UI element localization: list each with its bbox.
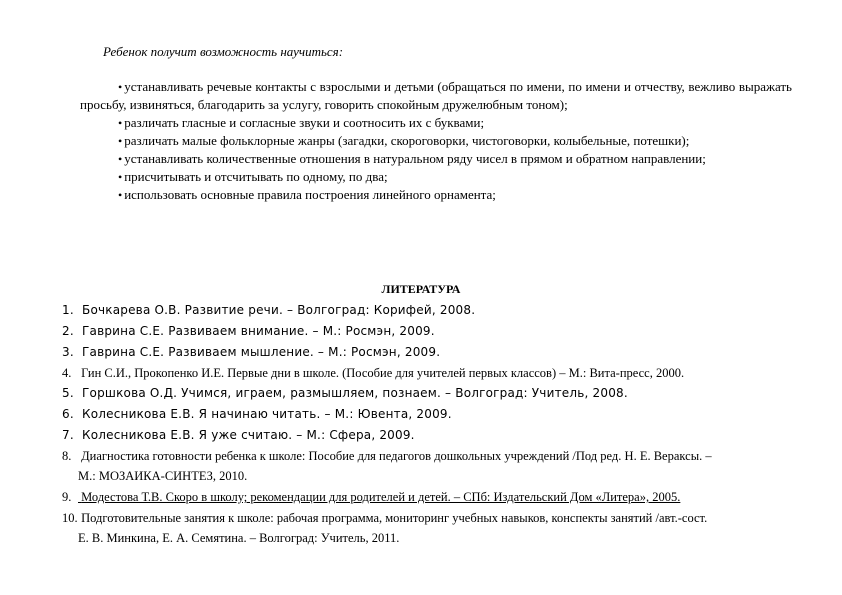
reference-text: Колесникова Е.В. Я начинаю читать. – М.: Ювента, 2009. <box>82 407 452 421</box>
bullet-icon: • <box>118 170 123 184</box>
skill-item <box>80 168 792 186</box>
skill-text: различать малые фольклорные жанры (загадки, скороговорки, чистоговорки, колыбельные, потешки); <box>124 133 690 148</box>
bullet-icon: • <box>118 134 123 148</box>
reference-item <box>62 321 802 342</box>
reference-text: Гаврина С.Е. Развиваем внимание. – М.: Росмэн, 2009. <box>82 324 435 338</box>
skill-item <box>80 186 792 204</box>
bullet-icon: • <box>118 152 123 166</box>
skill-text: устанавливать количественные отношения в натуральном ряду чисел в прямом и обратном направлении; <box>124 151 706 166</box>
skill-item <box>80 114 792 132</box>
reference-item <box>62 404 802 425</box>
reference-text: Бочкарева О.В. Развитие речи. – Волгоград: Корифей, 2008. <box>82 303 476 317</box>
reference-item <box>62 508 802 548</box>
skill-item <box>80 132 792 150</box>
reference-item <box>62 342 802 363</box>
reference-text: Диагностика готовности ребенка к школе: Пособие для педагогов дошкольных учреждений /Под ред. Н. Е. Вераксы. – <box>81 449 712 463</box>
skill-text: присчитывать и отсчитывать по одному, по два; <box>124 169 388 184</box>
bullet-icon: • <box>118 80 123 94</box>
skill-text: различать гласные и согласные звуки и соотносить их с буквами; <box>124 115 485 130</box>
reference-item <box>62 300 802 321</box>
reference-number: 3. <box>62 345 74 359</box>
reference-item <box>62 446 802 486</box>
reference-item <box>62 425 802 446</box>
skill-text: устанавливать речевые контакты с взрослыми и детьми (обращаться по имени, по имени и отчеству, вежливо выражать просьбу, извиняться, благодарить за услугу, говорить спокойным дружелюбным тоном); <box>80 79 792 112</box>
reference-item <box>62 383 802 404</box>
reference-number: 6. <box>62 407 74 421</box>
bullet-icon: • <box>118 116 123 130</box>
reference-text: Гаврина С.Е. Развиваем мышление. – М.: Росмэн, 2009. <box>82 345 441 359</box>
skill-item <box>80 78 792 114</box>
literature-title: ЛИТЕРАТУРА <box>381 282 461 296</box>
reference-number: 5. <box>62 386 74 400</box>
reference-item <box>62 363 802 383</box>
reference-number: 8. <box>62 449 72 463</box>
reference-continuation: Е. В. Минкина, Е. А. Семятина. – Волгоград: Учитель, 2011. <box>78 531 400 545</box>
reference-number: 7. <box>62 428 74 442</box>
intro-heading: Ребенок получит возможность научиться: <box>103 44 344 59</box>
skill-text: использовать основные правила построения линейного орнамента; <box>124 187 496 202</box>
reference-continuation: М.: МОЗАИКА-СИНТЕЗ, 2010. <box>78 469 248 483</box>
reference-number: 4. <box>62 366 72 380</box>
reference-number: 10. <box>62 511 78 525</box>
reference-text: Горшкова О.Д. Учимся, играем, размышляем, познаем. – Волгоград: Учитель, 2008. <box>82 386 628 400</box>
reference-text: Гин С.И., Прокопенко И.Е. Первые дни в школе. (Пособие для учителей первых классов) – М.: Вита-пресс, 2000. <box>81 366 685 380</box>
bullet-icon: • <box>118 188 123 202</box>
reference-item <box>62 486 802 508</box>
reference-text: Модестова Т.В. Скоро в школу; рекомендации для родителей и детей. – СПб: Издательский Дом «Литера», 2005. <box>81 490 681 504</box>
reference-number: 9. <box>62 490 72 504</box>
references-list <box>62 300 802 548</box>
skill-item <box>80 150 792 168</box>
reference-text: Подготовительные занятия к школе: рабочая программа, мониторинг учебных навыков, конспекты занятий /авт.-сост. <box>81 511 708 525</box>
reference-number: 2. <box>62 324 74 338</box>
reference-text: Колесникова Е.В. Я уже считаю. – М.: Сфера, 2009. <box>82 428 415 442</box>
skills-list <box>80 78 792 204</box>
reference-number: 1. <box>62 303 74 317</box>
